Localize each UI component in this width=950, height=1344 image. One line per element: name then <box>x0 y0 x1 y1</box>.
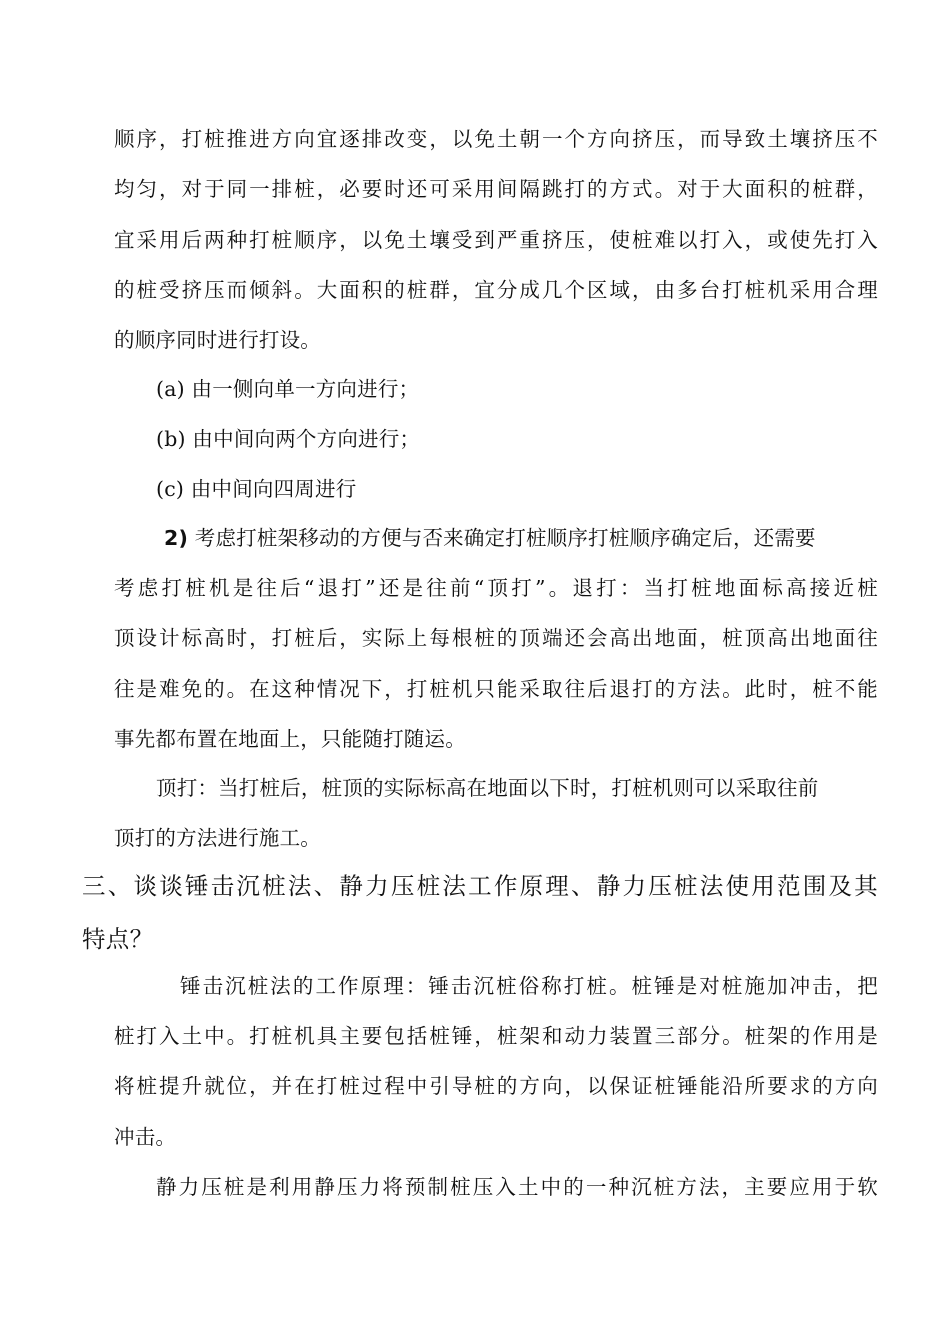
paragraph-line: 顶打：当打桩后，桩顶的实际标高在地面以下时，打桩机则可以采取往前 <box>156 776 819 800</box>
paragraph-first-line <box>164 523 878 553</box>
paragraph-line: 冲击。 <box>114 1125 177 1149</box>
paragraph-line: 的顺序同时进行打设。 <box>114 328 321 352</box>
paragraph-line: 事先都布置在地面上，只能随打随运。 <box>114 727 466 751</box>
paragraph-line: 锤击沉桩法的工作原理：锤击沉桩俗称打桩。桩锤是对桩施加冲击，把 <box>180 974 878 998</box>
paragraph-line: 宜采用后两种打桩顺序，以免土壤受到严重挤压，使桩难以打入，或使先打入 <box>114 228 878 252</box>
list-item: (a) 由一侧向单一方向进行； <box>156 377 420 401</box>
paragraph-line: 顶设计标高时，打桩后，实际上每根桩的顶端还会高出地面，桩顶高出地面往 <box>114 626 878 650</box>
paragraph-line: 桩打入土中。打桩机具主要包括桩锤，桩架和动力装置三部分。桩架的作用是 <box>114 1024 878 1048</box>
paragraph-line: 往是难免的。在这种情况下，打桩机只能采取往后退打的方法。此时，桩不能 <box>114 677 878 701</box>
paragraph-line: 的桩受挤压而倾斜。大面积的桩群，宜分成几个区域，由多台打桩机采用合理 <box>114 278 878 302</box>
list-item: (c) 由中间向四周进行 <box>156 477 357 501</box>
section-heading: 特点？ <box>82 925 154 953</box>
paragraph-line: 考虑打桩机是往后“退打”还是往前“顶打”。退打：当打桩地面标高接近桩 <box>114 576 878 600</box>
paragraph-line: 均匀，对于同一排桩，必要时还可采用间隔跳打的方式。对于大面积的桩群， <box>114 177 878 201</box>
paragraph-line-text: 考虑打桩架移动的方便与否来确定打桩顺序打桩顺序确定后，还需要 <box>188 526 816 550</box>
paragraph-line: 将桩提升就位，并在打桩过程中引导桩的方向，以保证桩锤能沿所要求的方向 <box>114 1074 878 1098</box>
paragraph-line: 静力压桩是利用静压力将预制桩压入土中的一种沉桩方法，主要应用于软 <box>156 1175 878 1199</box>
list-number: 2) <box>164 526 189 550</box>
list-item: (b) 由中间向两个方向进行； <box>156 427 421 451</box>
section-heading: 三、谈谈锤击沉桩法、静力压桩法工作原理、静力压桩法使用范围及其 <box>82 872 878 900</box>
paragraph-line: 顶打的方法进行施工。 <box>114 826 321 850</box>
paragraph-line: 顺序，打桩推进方向宜逐排改变，以免土朝一个方向挤压，而导致土壤挤压不 <box>114 127 878 151</box>
